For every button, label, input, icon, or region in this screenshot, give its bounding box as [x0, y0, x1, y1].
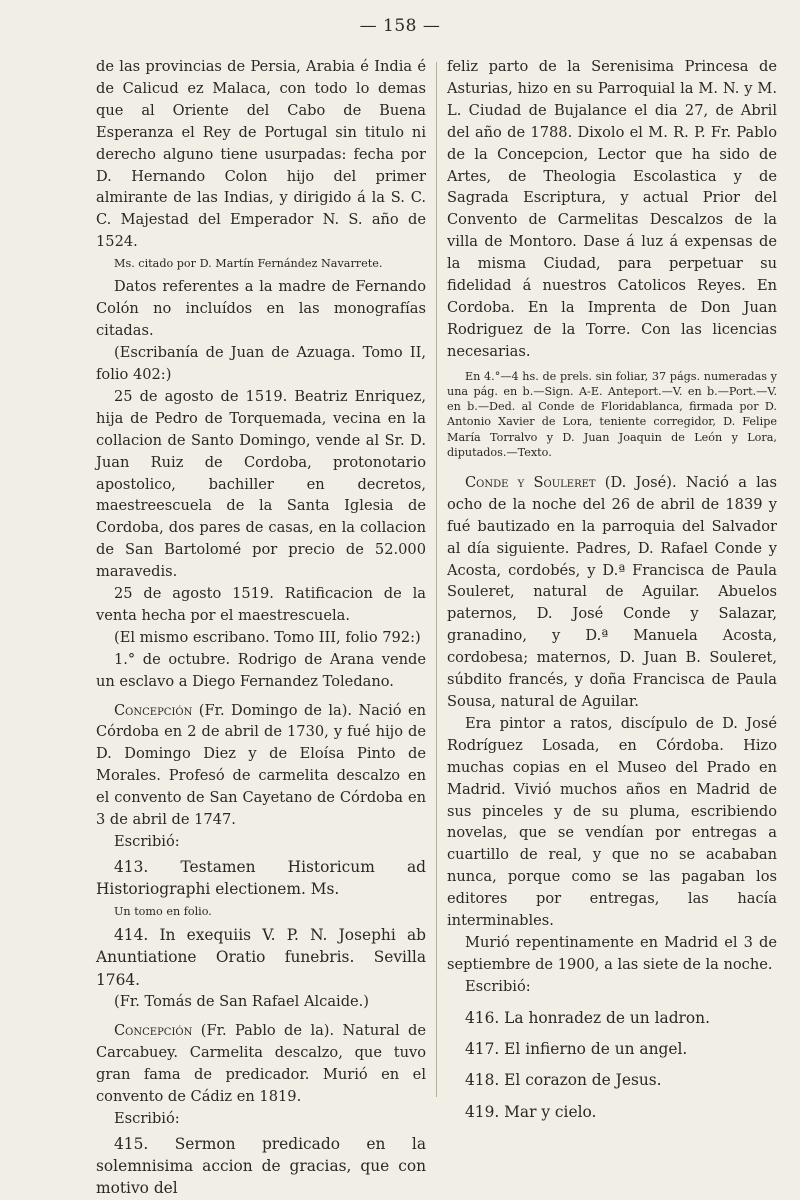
bibliography-entry-418: 418. El corazon de Jesus.: [465, 1071, 662, 1090]
author-entry: [96, 700, 426, 831]
author-entry: [447, 472, 777, 713]
wrote-label: Escribió:: [114, 833, 180, 851]
author-bio: (Fr. Domingo de la). Nació en Córdoba en 2 de abril de 1730, y fué hijo de D. Domingo Diez y de Eloísa Pinto de Morales. Profesó de carmelita descalzo en el convento de San Cayetano de Córdoba en 3 de abril de 1747.: [96, 701, 427, 829]
author-entry: [96, 1020, 426, 1108]
author-bio: (D. José). Nació a las ocho de la noche del 26 de abril de 1839 y fué bautizado en la parroquia del Salvador al día siguiente. Padres, D. Rafael Conde y Acosta, cordobés, y D.ª Francisca de Paula Souleret, natural de Aguilar. Abuelos paternos, D. José Conde y Salazar, granadino, y D.ª Manuela Acosta, cordobesa; maternos, D. Juan B. Souleret, súbdito francés, y doña Francisca de Paula Sousa, natural de Aguilar.: [447, 473, 777, 710]
paragraph: de las provincias de Persia, Arabia é India é de Calicud ez Malaca, con todo lo demas que al Oriente del Cabo de Buena Esperanza el Rey de Portugal sin titulo ni derecho alguno tiene usurpadas: fecha por D. Hernando Colon hijo del primer almirante de las Indias, y dirigido á la S. C. C. Majestad del Emperador N. S. año de 1524.: [96, 58, 426, 251]
footnote: Un tomo en folio.: [114, 904, 212, 918]
wrote-label: Escribió:: [114, 1109, 180, 1127]
paragraph: 1.° de octubre. Rodrigo de Arana vende un esclavo a Diego Fernandez Toledano.: [96, 650, 426, 690]
left-column: [96, 56, 427, 1198]
paragraph: feliz parto de la Serenisima Princesa de Asturias, hizo en su Parroquial la M. N. y M. L. Ciudad de Bujalance el dia 27, de Abril del año de 1788. Dixolo el M. R. P. Fr. Pablo de la Concepcion, Lector que ha sido de Artes, de Theologia Escolastica y de Sagrada Escriptura, y actual Prior del Convento de Carmelitas Descalzos de la villa de Montoro. Dase á luz á expensas de la misma Ciudad, para perpetuar su fidelidad á nuestros Catolicos Reyes. En Cordoba. En la Imprenta de Don Juan Rodriguez de la Torre. Con las licencias necesarias.: [447, 58, 777, 360]
paragraph: (El mismo escribano. Tomo III, folio 792:): [114, 628, 421, 646]
wrote-label: Escribió:: [465, 977, 531, 995]
author-heading: Concepción: [114, 1022, 193, 1040]
right-column: [447, 56, 777, 1126]
column-divider: [436, 62, 437, 1097]
bibliography-entry-416: 416. La honradez de un ladron.: [465, 1008, 710, 1027]
footnote: En 4.°—4 hs. de prels. sin foliar, 37 págs. numeradas y una pág. en b.—Sign. A-E. Anteport.—V. en b.—Port.—V. en b.—Ded. al Conde de Floridablanca, firmada por D. Antonio Xavier de Lora, teniente corregidor, D. Felipe María Torralvo y D. Juan Joaquin de León y Lora, diputados.—Texto.: [447, 369, 777, 459]
page-number: — 158 —: [359, 16, 441, 36]
author-heading: Conde y Souleret: [465, 473, 596, 491]
paragraph: Era pintor a ratos, discípulo de D. José Rodríguez Losada, en Córdoba. Hizo muchas copias en el Museo del Prado en Madrid. Vivió muchos años en Madrid de sus pinceles y de su pluma, escribiendo novelas, que se vendían por entregas a cuartillo de real, y que no se acababan nunca, porque como se las pagaban los editores por entregas, las hacía interminables.: [447, 714, 777, 930]
footnote: Ms. citado por D. Martín Fernández Navarrete.: [114, 257, 383, 271]
bibliography-entry-413: 413. Testamen Historicum ad Historiographi electionem. Ms.: [96, 857, 426, 899]
paragraph: 25 de agosto 1519. Ratificacion de la venta hecha por el maestrescuela.: [96, 585, 426, 624]
bibliography-entry-419: 419. Mar y cielo.: [465, 1102, 597, 1121]
bibliography-entry-415: 415. Sermon predicado en la solemnisima accion de gracias, que con motivo del: [96, 1134, 426, 1198]
paragraph: Murió repentinamente en Madrid el 3 de septiembre de 1900, a las siete de la noche.: [447, 933, 777, 973]
author-bio: (Fr. Pablo de la). Natural de Carcabuey. Carmelita descalzo, que tuvo gran fama de predicador. Murió en el convento de Cádiz en 1819.: [96, 1022, 427, 1105]
bibliography-entry-417: 417. El infierno de un angel.: [465, 1040, 688, 1059]
paragraph: (Escribanía de Juan de Azuaga. Tomo II, folio 402:): [96, 344, 426, 383]
paragraph: 25 de agosto de 1519. Beatriz Enriquez, hija de Pedro de Torquemada, vecina en la collacion de Santo Domingo, vende al Sr. D. Juan Ruiz de Cordoba, protonotario apostolico, bachiller en decretos, maestreescuela de la Santa Iglesia de Cordoba, dos pares de casas, en la collacion de San Bartolomé por precio de 52.000 maravedis.: [96, 387, 426, 581]
bibliography-entry-414: 414. In exequiis V. P. N. Josephi ab Anuntiatione Oratio funebris. Sevilla 1764.: [96, 925, 426, 989]
paragraph: Datos referentes a la madre de Fernando Colón no incluídos en las monografías citadas.: [96, 278, 426, 340]
attribution: (Fr. Tomás de San Rafael Alcaide.): [114, 993, 370, 1011]
author-heading: Concepción: [114, 701, 193, 719]
